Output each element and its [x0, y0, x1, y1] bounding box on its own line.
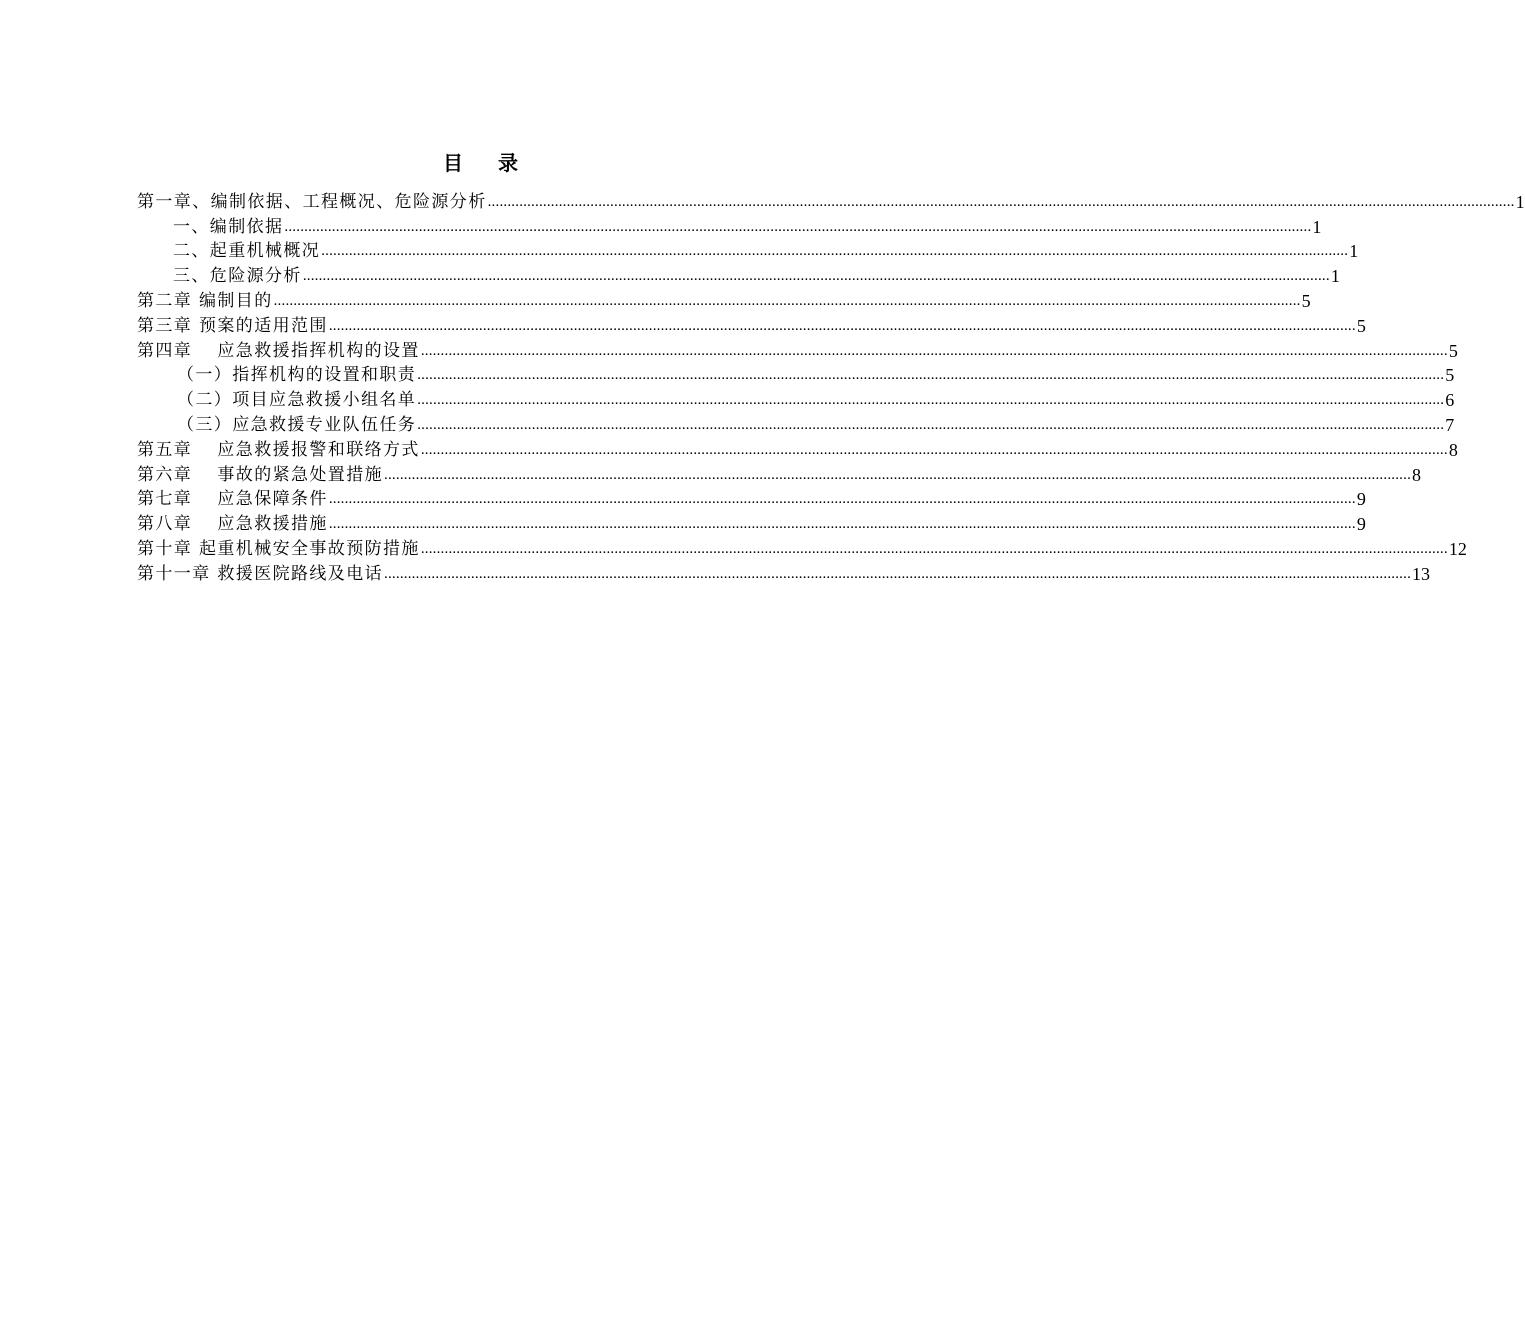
toc-entry-page: 12	[1448, 538, 1467, 559]
toc-entry-text: 第十章 起重机械安全事故预防措施	[137, 538, 420, 559]
toc-entry-text: 第二章 编制目的	[137, 290, 273, 311]
toc-entry[interactable]	[137, 238, 1359, 263]
toc-entry-page: 1	[1312, 216, 1322, 237]
toc-entry-text: 三、危险源分析	[173, 266, 302, 287]
toc-entry-page: 8	[1448, 439, 1458, 460]
toc-entry[interactable]	[137, 411, 1455, 436]
toc-leader-dots: ....................................................................................................................................................................................................................................................................	[384, 565, 1412, 582]
toc-leader-dots: ....................................................................................................................................................................................................................................................................	[273, 292, 1301, 309]
toc-title: 目 录	[443, 151, 532, 175]
toc-entry-text: （一）指挥机构的设置和职责	[177, 365, 417, 386]
toc-entry[interactable]	[137, 535, 1467, 560]
toc-entry-text: 第三章 预案的适用范围	[137, 315, 328, 336]
toc-entry-text: 第四章 应急救援指挥机构的设置	[137, 340, 420, 361]
toc-leader-dots: ....................................................................................................................................................................................................................................................................	[328, 317, 1356, 334]
toc-entry[interactable]	[137, 436, 1458, 461]
toc-entry-page: 5	[1445, 365, 1455, 386]
toc-entry[interactable]	[137, 188, 1525, 213]
toc-leader-dots: ....................................................................................................................................................................................................................................................................	[420, 342, 1448, 359]
toc-entry-text: 第十一章 救援医院路线及电话	[137, 563, 384, 584]
toc-entry-page: 6	[1445, 390, 1455, 411]
toc-entry-text: （三）应急救援专业队伍任务	[177, 414, 417, 435]
toc-entry-text: 第一章、编制依据、工程概况、危险源分析	[137, 191, 487, 212]
toc-entry-page: 1	[1330, 266, 1340, 287]
toc-entry-page: 9	[1356, 489, 1366, 510]
toc-leader-dots: ....................................................................................................................................................................................................................................................................	[302, 268, 1330, 285]
toc-entry[interactable]	[137, 560, 1431, 585]
toc-entry-text: 二、起重机械概况	[173, 241, 321, 262]
toc-entry-page: 1	[1515, 191, 1525, 212]
toc-leader-dots: ....................................................................................................................................................................................................................................................................	[420, 540, 1448, 557]
toc-entry-text: 一、编制依据	[173, 216, 284, 237]
toc-entry[interactable]	[137, 362, 1455, 387]
toc-entry-text: 第六章 事故的紧急处置措施	[137, 464, 384, 485]
toc-leader-dots: ....................................................................................................................................................................................................................................................................	[384, 466, 1412, 483]
toc-entry[interactable]	[137, 312, 1366, 337]
toc-leader-dots: ....................................................................................................................................................................................................................................................................	[417, 367, 1445, 384]
toc-entry-page: 9	[1356, 514, 1366, 535]
toc-leader-dots: ....................................................................................................................................................................................................................................................................	[284, 218, 1312, 235]
table-of-contents	[137, 188, 1525, 585]
toc-entry-page: 7	[1445, 414, 1455, 435]
toc-entry[interactable]	[137, 461, 1422, 486]
toc-leader-dots: ....................................................................................................................................................................................................................................................................	[321, 243, 1349, 260]
toc-entry-text: （二）项目应急救援小组名单	[177, 390, 417, 411]
toc-leader-dots: ....................................................................................................................................................................................................................................................................	[420, 441, 1448, 458]
toc-entry[interactable]	[137, 262, 1340, 287]
toc-entry-page: 5	[1301, 290, 1311, 311]
toc-entry-page: 5	[1448, 340, 1458, 361]
toc-leader-dots: ....................................................................................................................................................................................................................................................................	[417, 416, 1445, 433]
toc-entry-text: 第七章 应急保障条件	[137, 489, 328, 510]
toc-entry-page: 5	[1356, 315, 1366, 336]
toc-leader-dots: ....................................................................................................................................................................................................................................................................	[328, 491, 1356, 508]
toc-leader-dots: ....................................................................................................................................................................................................................................................................	[417, 392, 1445, 409]
toc-entry[interactable]	[137, 386, 1455, 411]
toc-entry[interactable]	[137, 213, 1322, 238]
toc-entry-text: 第五章 应急救援报警和联络方式	[137, 439, 420, 460]
toc-entry-page: 8	[1412, 464, 1422, 485]
toc-entry[interactable]	[137, 337, 1458, 362]
toc-entry[interactable]	[137, 510, 1366, 535]
toc-entry[interactable]	[137, 287, 1311, 312]
toc-entry[interactable]	[137, 486, 1366, 511]
toc-entry-text: 第八章 应急救援措施	[137, 514, 328, 535]
toc-entry-page: 13	[1412, 563, 1431, 584]
toc-entry-page: 1	[1349, 241, 1359, 262]
toc-leader-dots: ....................................................................................................................................................................................................................................................................	[328, 516, 1356, 533]
toc-leader-dots: ....................................................................................................................................................................................................................................................................	[487, 193, 1515, 210]
